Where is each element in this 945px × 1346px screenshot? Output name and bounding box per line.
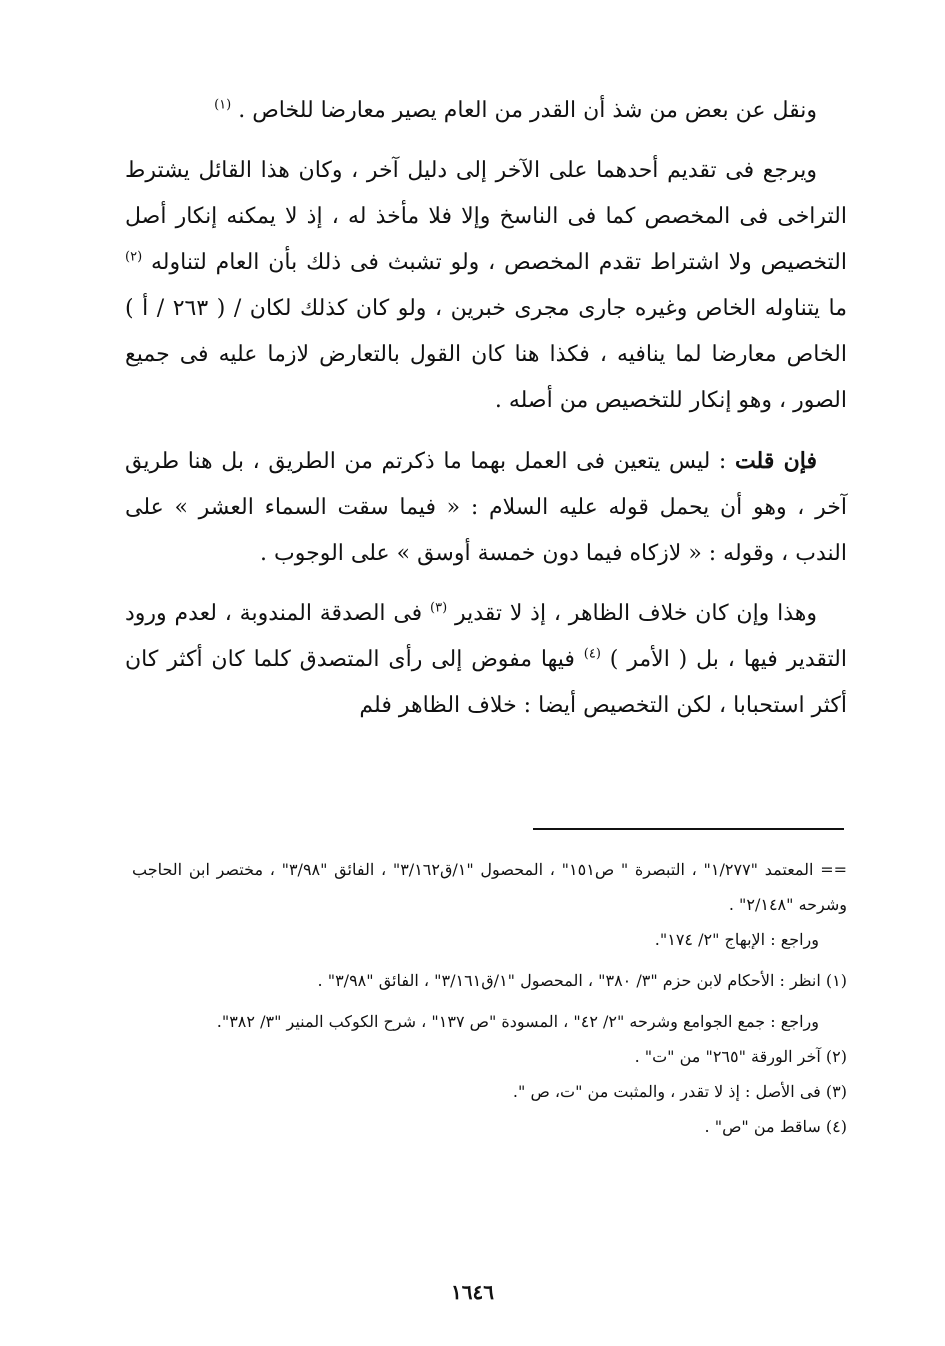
paragraph-2: ويرجع فى تقديم أحدهما على الآخر إلى دليل آخر ، وكان هذا القائل يشترط التراخى فى المخصص كما فى الناسخ وإلا فلا مأخذ له ، إذ لا يمكنه إنكار أصل التخصيص ولا اشتراط تقدم المخصص ، ولو تشبث فى ذلك بأن العام لتناوله $^{(٢)}$ ما يتناوله الخاص وغيره جارى مجرى خبرين ، ولو كان كذلك لكان / ( ٢٦٣ / أ ) الخاص معارضا لما ينافيه ، فكذا هنا كان القول بالتعارض لازما عليه فى جميع الصور ، وهو إنكار للتخصيص من أصله . [125,158,848,413]
footnote-ref-1: (١) [214,97,232,113]
paragraph-1: ونقل عن بعض من شذ أن القدر من العام يصير معارضا للخاص . $^{(١)}$ [214,97,817,123]
footnotes [132,852,847,1144]
footnote-3: (٣) فى الأصل : إذ لا تقدر ، والمثبت من "ت، ص ". [512,1082,847,1101]
footnote-ref-2: (٢) [125,249,143,265]
page-number: ١٦٤٦ [451,1280,494,1304]
footnote-1-see-also: وراجع : جمع الجوامع وشرحه "٢/ ٤٢" ، المسودة "ص ١٣٧" ، شرح الكوكب المنير "٣/ ٣٨٢". [216,1012,819,1031]
footnote-4: (٤) ساقط من "ص" . [704,1117,847,1136]
footnote-continued: == المعتمد "١/٢٧٧" ، التبصرة " ص١٥١" ، المحصول "١/ق٣/١٦٢" ، الفائق "٣/٩٨" ، مختصر ابن الحاجب وشرحه "٢/١٤٨" . [132,860,848,914]
footnote-1: (١) انظر : الأحكام لابن حزم "٣/ ٣٨٠" ، المحصول "١/ق٣/١٦١" ، الفائق "٣/٩٨" . [317,971,847,990]
footnote-ref-4: (٤) [583,646,601,662]
paragraph-4: وهذا وإن كان خلاف الظاهر ، إذ لا تقدير $^{(٣)}$ فى الصدقة المندوبة ، لعدم ورود التقدير فيها ، بل ( الأمر ) $^{(٤)}$ فيها مفوض إلى رأى المتصدق كلما كان أكثر كان أكثر استحبابا ، لكن التخصيص أيضا : خلاف الظاهر فلم [125,600,847,718]
paragraph-3: فإن قلت : ليس يتعين فى العمل بهما ما ذكرتم من الطريق ، بل هنا طريق آخر ، وهو أن يحمل قوله عليه السلام : « فيما سقت السماء العشر » على الندب ، وقوله : « لازكاه فيما دون خمسة أوسق » على الوجوب . [125,448,847,566]
footnote-continued-see-also: وراجع : الإبهاج "٢/ ١٧٤". [654,930,819,949]
main-text [125,88,847,729]
footnote-2: (٢) آخر الورقة "٢٦٥" من "ت" . [634,1047,847,1066]
paragraph-3-lead: فإن قلت [734,448,817,474]
footnote-separator [533,828,844,830]
footnote-ref-3: (٣) [430,600,448,616]
